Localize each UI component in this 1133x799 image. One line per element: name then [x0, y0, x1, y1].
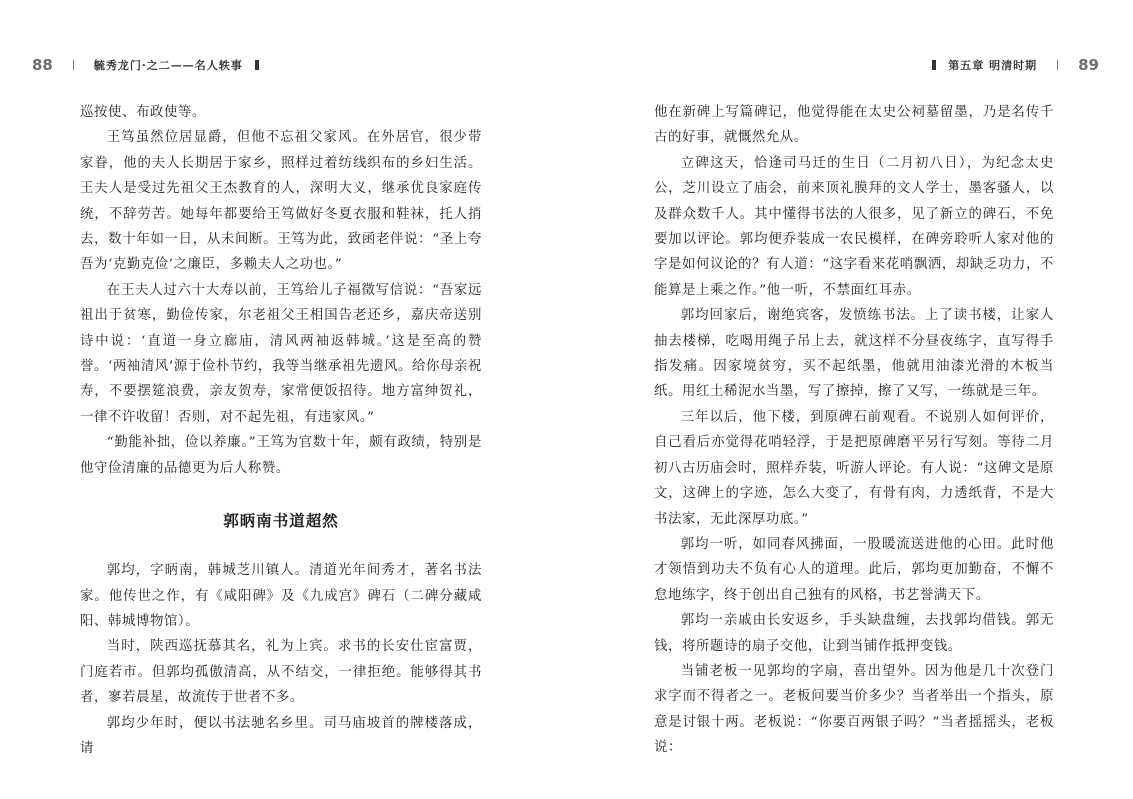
paragraph: 在王夫人过六十大寿以前，王笃给儿子福徵写信说：“吾家远祖出于贫寒，勤俭传家，尔老祖父王相国告老还乡，嘉庆帝送别诗中说：‘直道一身立廊庙，清风两袖返韩城。’这是至高的赞誉。‘两袖清风’源于俭朴节约，我等当继承祖先遗风。给你母亲祝寿，不要摆筵浪费，亲友贺寿，家常便饭招待。地方富绅贺礼，一律不许收留！否则，对不起先祖，有违家风。”	[80, 282, 482, 425]
paragraph: “勤能补拙，俭以养廉。”王笃为官数十年，颇有政绩，特别是他守俭清廉的品德更为后人称赞。	[80, 435, 482, 476]
paragraph: 他在新碑上写篇碑记，他觉得能在太史公祠墓留墨，乃是名传千古的好事，就慨然允从。	[654, 105, 1054, 146]
paragraph: 三年以后，他下楼，到原碑石前观看。不说别人如何评价，自己看后亦觉得花哨轻浮，于是把原碑磨平另行写刻。等待二月初八古历庙会时，照样乔装，听游人评论。有人说：“这碑文是原文，这碑上的字迹，怎么大变了，有骨有肉，力透纸背，不是大书法家，无此深厚功底。”	[654, 409, 1054, 527]
left-page-body	[80, 100, 482, 761]
header-divider	[1057, 60, 1058, 70]
right-page-number: 89	[1078, 56, 1099, 74]
right-running-title: 第五章 明清时期	[948, 59, 1038, 72]
paragraph: 郭均，字昞南，韩城芝川镇人。清道光年间秀才，著名书法家。他传世之作，有《咸阳碑》及《九成宫》碑石（二碑分藏咸阳、韩城博物馆）。	[80, 563, 482, 629]
paragraph: 郭均回家后，谢绝宾客，发愤练书法。上了读书楼，让家人抽去楼梯，吃喝用绳子吊上去，就这样不分昼夜练字，直写得手指发痛。因家境贫穷，买不起纸墨，他就用油漆光滑的木板当纸。用红土稀泥水当墨，写了擦掉，擦了又写，一练就是三年。	[654, 308, 1054, 400]
header-divider	[73, 60, 74, 70]
right-page	[566, 0, 1133, 799]
paragraph: 郭均一亲戚由长安返乡，手头缺盘缠，去找郭均借钱。郭无钱，将所题诗的扇子交他，让到当铺作抵押变钱。	[654, 613, 1054, 654]
left-running-title: 毓秀龙门·之二——名人轶事	[93, 59, 243, 72]
paragraph: 立碑这天，恰逢司马迁的生日（二月初八日），为纪念太史公，芝川设立了庙会，前来顶礼膜拜的文人学士，墨客骚人，以及群众数千人。其中懂得书法的人很多，见了新立的碑石，不免要加以评论。郭均便乔装成一农民模样，在碑旁聆听人家对他的字是如何议论的？有人道：“这字看来花哨飘洒，却缺乏功力，不能算是上乘之作。”他一听，不禁面红耳赤。	[654, 155, 1054, 298]
paragraph: 郭均少年时，便以书法驰名乡里。司马庙坡首的牌楼落成，请	[80, 715, 482, 756]
paragraph: 王笃虽然位居显爵，但他不忘祖父家风。在外居官，很少带家眷，他的夫人长期居于家乡，照样过着纺线织布的乡妇生活。王夫人是受过先祖父王杰教育的人，深明大义，继承优良家庭传统，不辞劳苦。她每年都要给王笃做好冬夏衣服和鞋袜，托人捎去，数十年如一日，从未间断。王笃为此，致函老伴说：“圣上夸吾为‘克勤克俭’之廉臣，多赖夫人之功也。”	[80, 130, 482, 273]
header-block-mark	[932, 60, 936, 70]
left-page	[0, 0, 566, 799]
left-page-header	[32, 52, 271, 78]
left-page-number: 88	[32, 56, 53, 74]
header-block-mark	[255, 60, 259, 70]
right-page-body	[654, 100, 1054, 761]
paragraph: 当铺老板一见郭均的字扇，喜出望外。因为他是几十次登门求字而不得者之一。老板问要当价多少？当者举出一个指头，原意是讨银十两。老板说：“你要百两银子吗？”当者摇摇头，老板说：	[654, 663, 1054, 756]
section-title: 郭昞南书道超然	[223, 511, 339, 531]
paragraph: 巡按使、布政使等。	[80, 105, 206, 120]
paragraph: 郭均一听，如同春风拂面，一股暖流送进他的心田。此时他才领悟到功夫不负有心人的道理。此后，郭均更加勤奋，不懈不怠地练字，终于创出自己独有的风格，书艺誉满天下。	[654, 536, 1054, 603]
paragraph: 当时，陕西巡抚慕其名，礼为上宾。求书的长安仕宦富贾，门庭若市。但郭均孤傲清高，从不结交，一律拒绝。能够得其书者，寥若晨星，故流传于世者不多。	[80, 639, 482, 706]
right-page-header	[920, 52, 1099, 78]
